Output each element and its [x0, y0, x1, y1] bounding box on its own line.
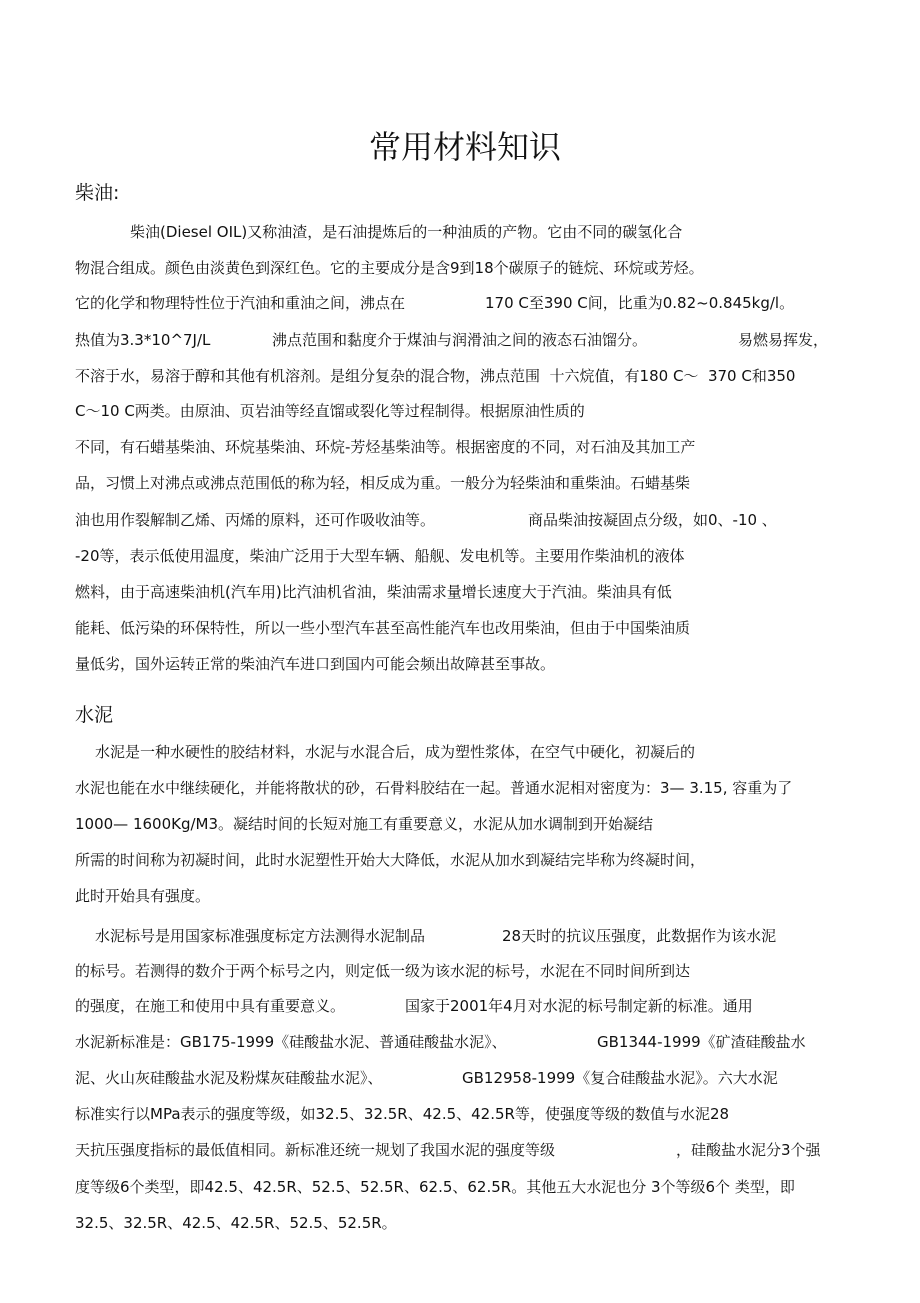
text-line: 商品柴油按凝固点分级，如0、-10 、: [528, 511, 777, 529]
text-line: 水泥新标准是：GB175-1999《硅酸盐水泥、普通硅酸盐水泥》、: [75, 1033, 507, 1051]
text-line: 不同，有石蜡基柴油、环烷基柴油、环烷-芳烃基柴油等。根据密度的不同，对石油及其加工产: [75, 438, 696, 456]
text-line: 28天时的抗议压强度，此数据作为该水泥: [502, 927, 777, 945]
text-line: 易燃易挥发，: [738, 331, 829, 349]
document-title: 常用材料知识: [368, 128, 561, 166]
text-line: 泥、火山灰硅酸盐水泥及粉煤灰硅酸盐水泥》、: [75, 1069, 383, 1087]
text-line: 170 C至390 C间，比重为0.82~0.845kg/l。: [485, 294, 795, 312]
section-heading-diesel: 柴油:: [75, 182, 120, 204]
text-line: 所需的时间称为初凝时间，此时水泥塑性开始大大降低，水泥从加水到凝结完毕称为终凝时间，: [75, 851, 706, 869]
text-line: 1000— 1600Kg/M3。凝结时间的长短对施工有重要意义，水泥从加水调制到开始凝结: [75, 815, 654, 833]
text-line: ，硅酸盐水泥分3个强: [676, 1141, 821, 1159]
text-line: 此时开始具有强度。: [75, 887, 211, 905]
text-line: 水泥也能在水中继续硬化，并能将散状的砂，石骨料胶结在一起。普通水泥相对密度为：3— 3.15, 容重为了: [75, 779, 793, 797]
text-line: 燃料，由于高速柴油机(汽车用)比汽油机省油，柴油需求量增长速度大于汽油。柴油具有低: [75, 583, 672, 601]
text-line: GB1344-1999《矿渣硅酸盐水: [597, 1033, 806, 1051]
text-line: 天抗压强度指标的最低值相同。新标准还统一规划了我国水泥的强度等级: [75, 1141, 556, 1159]
text-line: 它的化学和物理特性位于汽油和重油之间，沸点在: [75, 294, 406, 312]
text-line: 能耗、低污染的环保特性，所以一些小型汽车甚至高性能汽车也改用柴油，但由于中国柴油质: [75, 619, 691, 637]
text-line: 水泥标号是用国家标准强度标定方法测得水泥制品: [95, 927, 426, 945]
text-line: 不溶于水，易溶于醇和其他有机溶剂。是组分复杂的混合物，沸点范围 十六烷值，有180 C～ 370 C和350: [75, 367, 796, 385]
text-line: 国家于2001年4月对水泥的标号制定新的标准。通用: [405, 997, 753, 1015]
text-line: 品，习惯上对沸点或沸点范围低的称为轻，相反成为重。一般分为轻柴油和重柴油。石蜡基柴: [75, 474, 691, 492]
text-line: 量低劣，国外运转正常的柴油汽车进口到国内可能会频出故障甚至事故。: [75, 655, 556, 673]
text-line: 的标号。若测得的数介于两个标号之内，则定低一级为该水泥的标号，水泥在不同时间所到达: [75, 962, 691, 980]
section-heading-cement: 水泥: [75, 704, 114, 726]
text-line: 度等级6个类型，即42.5、42.5R、52.5、52.5R、62.5、62.5R。其他五大水泥也分 3个等级6个 类型，即: [75, 1178, 795, 1196]
text-line: 物混合组成。颜色由淡黄色到深红色。它的主要成分是含9到18个碳原子的链烷、环烷或芳烃。: [75, 259, 704, 277]
text-line: 柴油(Diesel OIL)又称油渣，是石油提炼后的一种油质的产物。它由不同的碳氢化合: [130, 223, 683, 241]
text-line: 油也用作裂解制乙烯、丙烯的原料，还可作吸收油等。: [75, 511, 436, 529]
text-line: 的强度，在施工和使用中具有重要意义。: [75, 997, 346, 1015]
text-line: 水泥是一种水硬性的胶结材料，水泥与水混合后，成为塑性浆体，在空气中硬化，初凝后的: [95, 743, 696, 761]
text-line: 32.5、32.5R、42.5、42.5R、52.5、52.5R。: [75, 1214, 397, 1232]
text-line: GB12958-1999《复合硅酸盐水泥》。六大水泥: [462, 1069, 778, 1087]
text-line: C～10 C两类。由原油、页岩油等经直馏或裂化等过程制得。根据原油性质的: [75, 402, 585, 420]
text-line: -20等，表示低使用温度，柴油广泛用于大型车辆、船舰、发电机等。主要用作柴油机的液体: [75, 547, 685, 565]
text-line: 热值为3.3*10^7J/L: [75, 331, 211, 349]
text-line: 沸点范围和黏度介于煤油与润滑油之间的液态石油馏分。: [272, 331, 648, 349]
text-line: 标准实行以MPa表示的强度等级，如32.5、32.5R、42.5、42.5R等，使强度等级的数值与水泥28: [75, 1105, 730, 1123]
